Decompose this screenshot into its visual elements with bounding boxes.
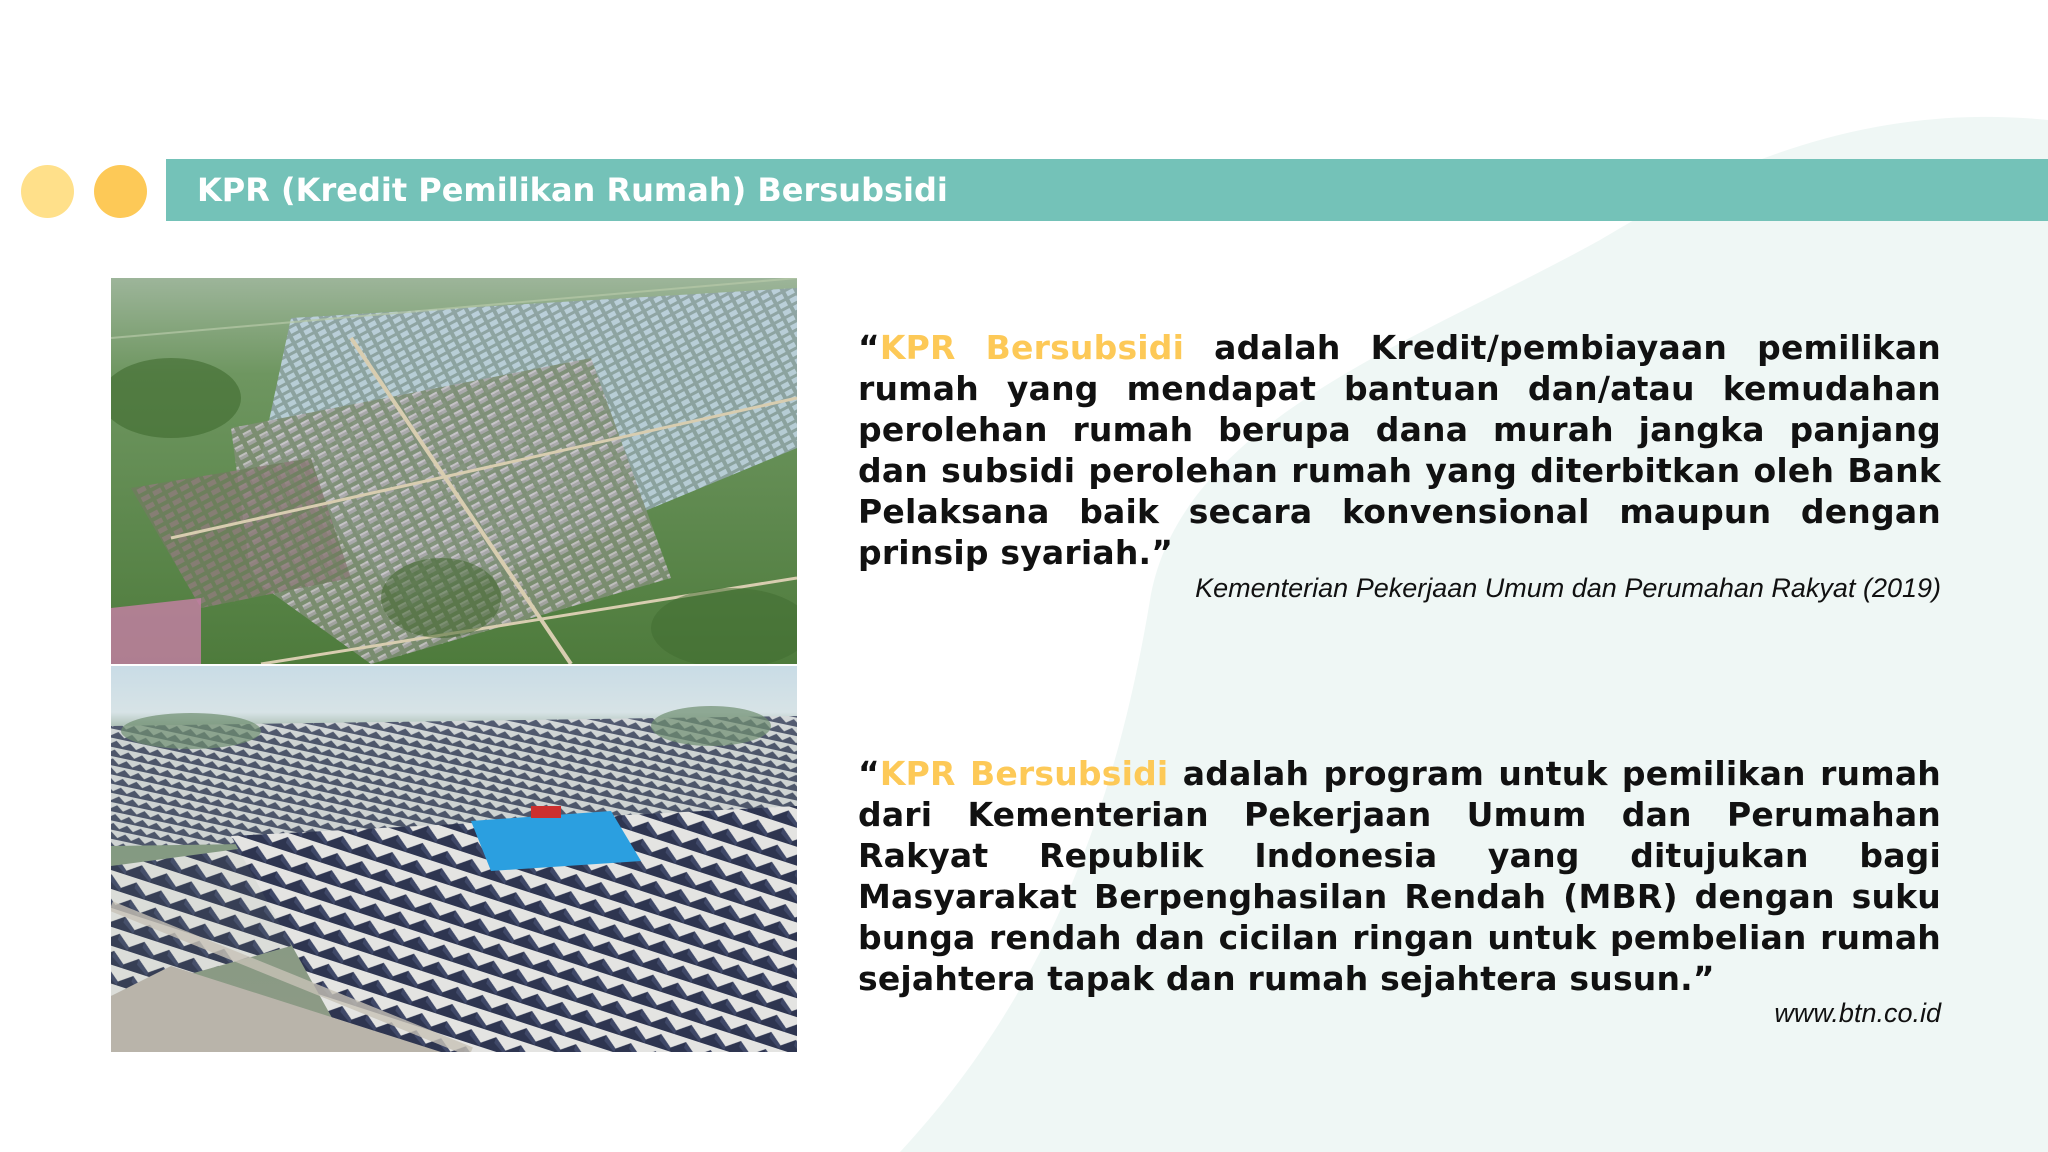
aerial-housing-photo-bottom — [111, 666, 797, 1052]
quote-highlight-term: KPR Bersubsidi — [879, 754, 1169, 793]
quote-block-2 — [858, 753, 1941, 999]
quote-highlight-term: KPR Bersubsidi — [879, 328, 1185, 367]
quote-block-1 — [858, 327, 1941, 573]
quote-body-text: adalah Kredit/pembiayaan pemilikan rumah yang mendapat bantuan dan/atau kemudahan perolehan rumah berupa dana murah jangka panjang dan subsidi perolehan rumah yang diterbitkan oleh Bank Pelaksana baik secara konvensional maupun dengan prinsip syariah.” — [858, 328, 1941, 572]
quote-open-mark: “ — [858, 754, 880, 793]
quote-open-mark: “ — [858, 328, 880, 367]
aerial-housing-photo-top — [111, 278, 797, 664]
decorative-dot-dark — [94, 165, 147, 218]
page-title: KPR (Kredit Pemilikan Rumah) Bersubsidi — [197, 171, 948, 209]
title-bar — [166, 159, 2048, 221]
quote-body-text: adalah program untuk pemilikan rumah dari Kementerian Pekerjaan Umum dan Perumahan Rakyat Republik Indonesia yang ditujukan bagi Masyarakat Berpenghasilan Rendah (MBR) dengan suku bunga rendah dan cicilan ringan untuk pembelian rumah sejahtera tapak dan rumah sejahtera susun.” — [858, 754, 1941, 998]
quote-source-citation: Kementerian Pekerjaan Umum dan Perumahan Rakyat (2019) — [1195, 573, 1941, 603]
decorative-dot-light — [21, 165, 74, 218]
quote-source-link: www.btn.co.id — [1774, 998, 1941, 1028]
